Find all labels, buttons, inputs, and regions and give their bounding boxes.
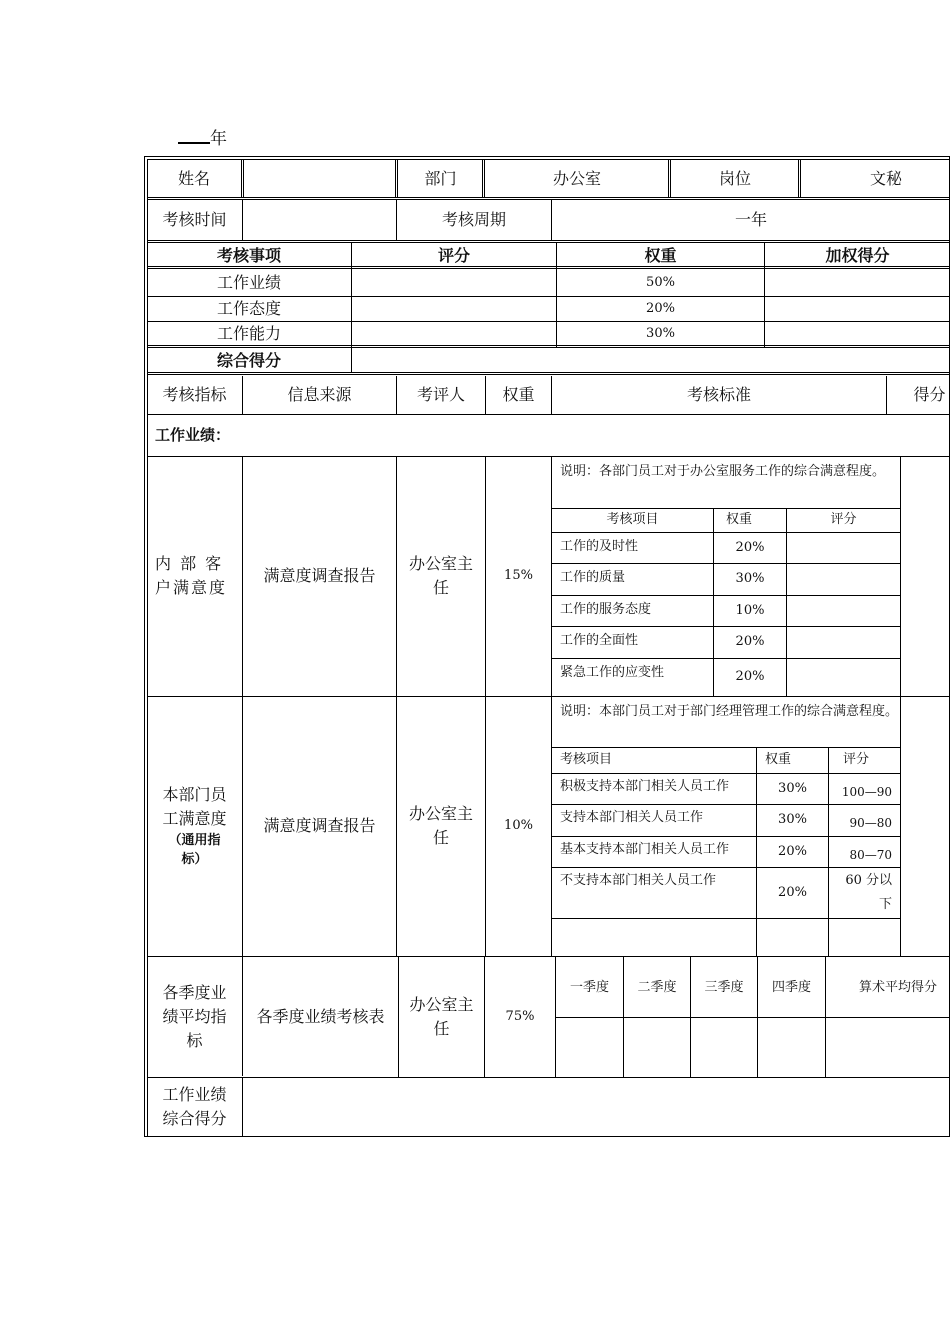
time-field[interactable] [243, 200, 396, 240]
summary-total-field[interactable] [352, 348, 950, 373]
internal-weight: 15% [504, 568, 533, 584]
internal-item-1: 工作的质量 [560, 570, 626, 585]
summary-item-1: 工作态度 [216, 298, 281, 318]
dept-staff-item-weight-0: 30% [778, 780, 807, 796]
dept-staff-item-score-0: 100—90 [841, 784, 892, 799]
year-suffix: 年 [210, 129, 227, 149]
quarterly-rater: 办公室主任 [409, 994, 474, 1038]
ind-header-indicator: 考核指标 [162, 385, 227, 404]
section-title: 工作业绩： [155, 425, 231, 444]
dept-staff-indicator-note1: （通用指 [168, 832, 221, 848]
dept-staff-weight: 10% [504, 818, 533, 834]
internal-item-weight-4: 20% [735, 669, 765, 685]
quarter-score-2[interactable] [624, 1017, 690, 1077]
internal-item-score-3[interactable] [787, 626, 900, 658]
quarter-header-2: 二季度 [637, 980, 677, 995]
internal-item-weight-1: 30% [735, 571, 765, 587]
dept-staff-item-2: 基本支持本部门相关人员工作 [560, 842, 730, 857]
quarterly-weight: 75% [505, 1008, 535, 1024]
dept-staff-item-score-1: 90—80 [849, 816, 892, 830]
summary-total-label: 综合得分 [216, 350, 281, 370]
dept-staff-item-score-2: 80—70 [849, 847, 892, 862]
quarter-score-1[interactable] [556, 1017, 623, 1077]
internal-rater: 办公室主任 [408, 554, 473, 597]
summary-header-weighted: 加权得分 [825, 245, 890, 265]
internal-item-weight-0: 20% [735, 539, 765, 555]
internal-item-score-0[interactable] [787, 532, 900, 563]
internal-item-3: 工作的全面性 [560, 633, 639, 648]
dept-label: 部门 [424, 169, 457, 188]
cycle-value: 一年 [734, 210, 767, 229]
ind-header-standard: 考核标准 [686, 385, 751, 404]
quarter-header-4: 四季度 [771, 980, 811, 995]
internal-item-0: 工作的及时性 [560, 539, 639, 554]
ind-header-source: 信息来源 [287, 385, 352, 404]
year-blank[interactable] [178, 130, 210, 144]
ind-header-weight: 权重 [502, 385, 535, 404]
ind-header-rater: 考评人 [416, 385, 465, 404]
perf-total-field[interactable] [243, 1077, 950, 1136]
dept-staff-note: 说明：本部门员工对于部门经理管理工作的综合满意程度。 [560, 704, 899, 719]
dept-staff-rater: 办公室主任 [408, 804, 473, 847]
quarterly-indicator: 各季度业绩平均指标 [162, 982, 227, 1050]
summary-weighted-2[interactable] [765, 321, 950, 347]
dept-staff-item-1: 支持本部门相关人员工作 [560, 810, 704, 825]
summary-header-weight: 权重 [644, 245, 677, 265]
summary-weight-2: 30% [646, 326, 675, 342]
quarter-header-1: 一季度 [569, 980, 609, 995]
dept-staff-indicator-note2: 标） [181, 852, 208, 867]
year-line [178, 124, 227, 149]
quarterly-source: 各季度业绩考核表 [256, 1006, 385, 1026]
internal-sub-header-score: 评分 [830, 512, 857, 528]
dept-staff-indicator-line1: 本部门员 [162, 784, 227, 804]
dept-value: 办公室 [552, 169, 601, 188]
quarter-score-average[interactable] [826, 1017, 950, 1077]
perf-total-label: 工作业绩综合得分 [162, 1084, 227, 1128]
quarter-score-4[interactable] [758, 1017, 825, 1077]
dept-staff-indicator-line2: 工满意度 [162, 808, 227, 828]
cycle-label: 考核周期 [441, 210, 506, 229]
dept-staff-sub-header-score: 评分 [843, 752, 870, 768]
summary-weight-1: 20% [646, 300, 675, 316]
summary-header-score: 评分 [437, 245, 470, 265]
dept-staff-blank-weight[interactable] [757, 918, 828, 956]
name-label: 姓名 [177, 169, 210, 188]
summary-weighted-0[interactable] [765, 270, 950, 296]
internal-item-4: 紧急工作的应变性 [560, 665, 665, 680]
internal-item-weight-2: 10% [735, 602, 765, 618]
dept-staff-source: 满意度调查报告 [263, 816, 376, 835]
internal-item-score-2[interactable] [787, 595, 900, 626]
summary-weight-0: 50% [646, 275, 675, 291]
internal-note: 说明：各部门员工对于办公室服务工作的综合满意程度。 [560, 464, 886, 479]
quarter-header-average: 算术平均得分 [858, 980, 937, 995]
post-label: 岗位 [718, 169, 751, 188]
summary-score-0[interactable] [352, 270, 556, 296]
internal-item-weight-3: 20% [735, 634, 765, 650]
dept-staff-blank-score[interactable] [829, 918, 900, 956]
summary-item-0: 工作业绩 [216, 273, 281, 292]
dept-staff-item-0: 积极支持本部门相关人员工作 [560, 779, 730, 794]
summary-score-2[interactable] [352, 321, 556, 347]
internal-sub-header-item: 考核项目 [606, 512, 659, 528]
dept-staff-item-weight-2: 20% [778, 843, 807, 859]
post-value: 文秘 [869, 169, 902, 188]
summary-score-1[interactable] [352, 296, 556, 321]
internal-item-score-1[interactable] [787, 563, 900, 595]
internal-sub-header-weight: 权重 [726, 512, 753, 528]
dept-staff-indicator [147, 696, 242, 956]
dept-staff-item-score-3: 60 分以下 [845, 873, 892, 912]
quarter-header-3: 三季度 [704, 980, 744, 995]
name-field[interactable] [245, 159, 395, 199]
ind-header-score: 得分 [913, 385, 946, 404]
dept-staff-sub-header-weight: 权重 [765, 752, 792, 768]
summary-header-item: 考核事项 [216, 245, 281, 265]
time-label: 考核时间 [162, 210, 227, 229]
internal-indicator: 内 部 客 户满意度 [155, 554, 228, 597]
dept-staff-item-3: 不支持本部门相关人员工作 [560, 873, 717, 888]
quarter-score-3[interactable] [691, 1017, 757, 1077]
internal-item-score-4[interactable] [787, 658, 900, 696]
dept-staff-item-weight-1: 30% [778, 812, 807, 828]
dept-staff-blank-item[interactable] [552, 918, 756, 956]
dept-staff-item-weight-3: 20% [778, 884, 807, 900]
summary-item-2: 工作能力 [216, 324, 281, 343]
internal-item-2: 工作的服务态度 [560, 602, 652, 617]
summary-weighted-1[interactable] [765, 296, 950, 321]
dept-staff-sub-header-item: 考核项目 [560, 752, 613, 768]
internal-source: 满意度调查报告 [263, 566, 376, 585]
